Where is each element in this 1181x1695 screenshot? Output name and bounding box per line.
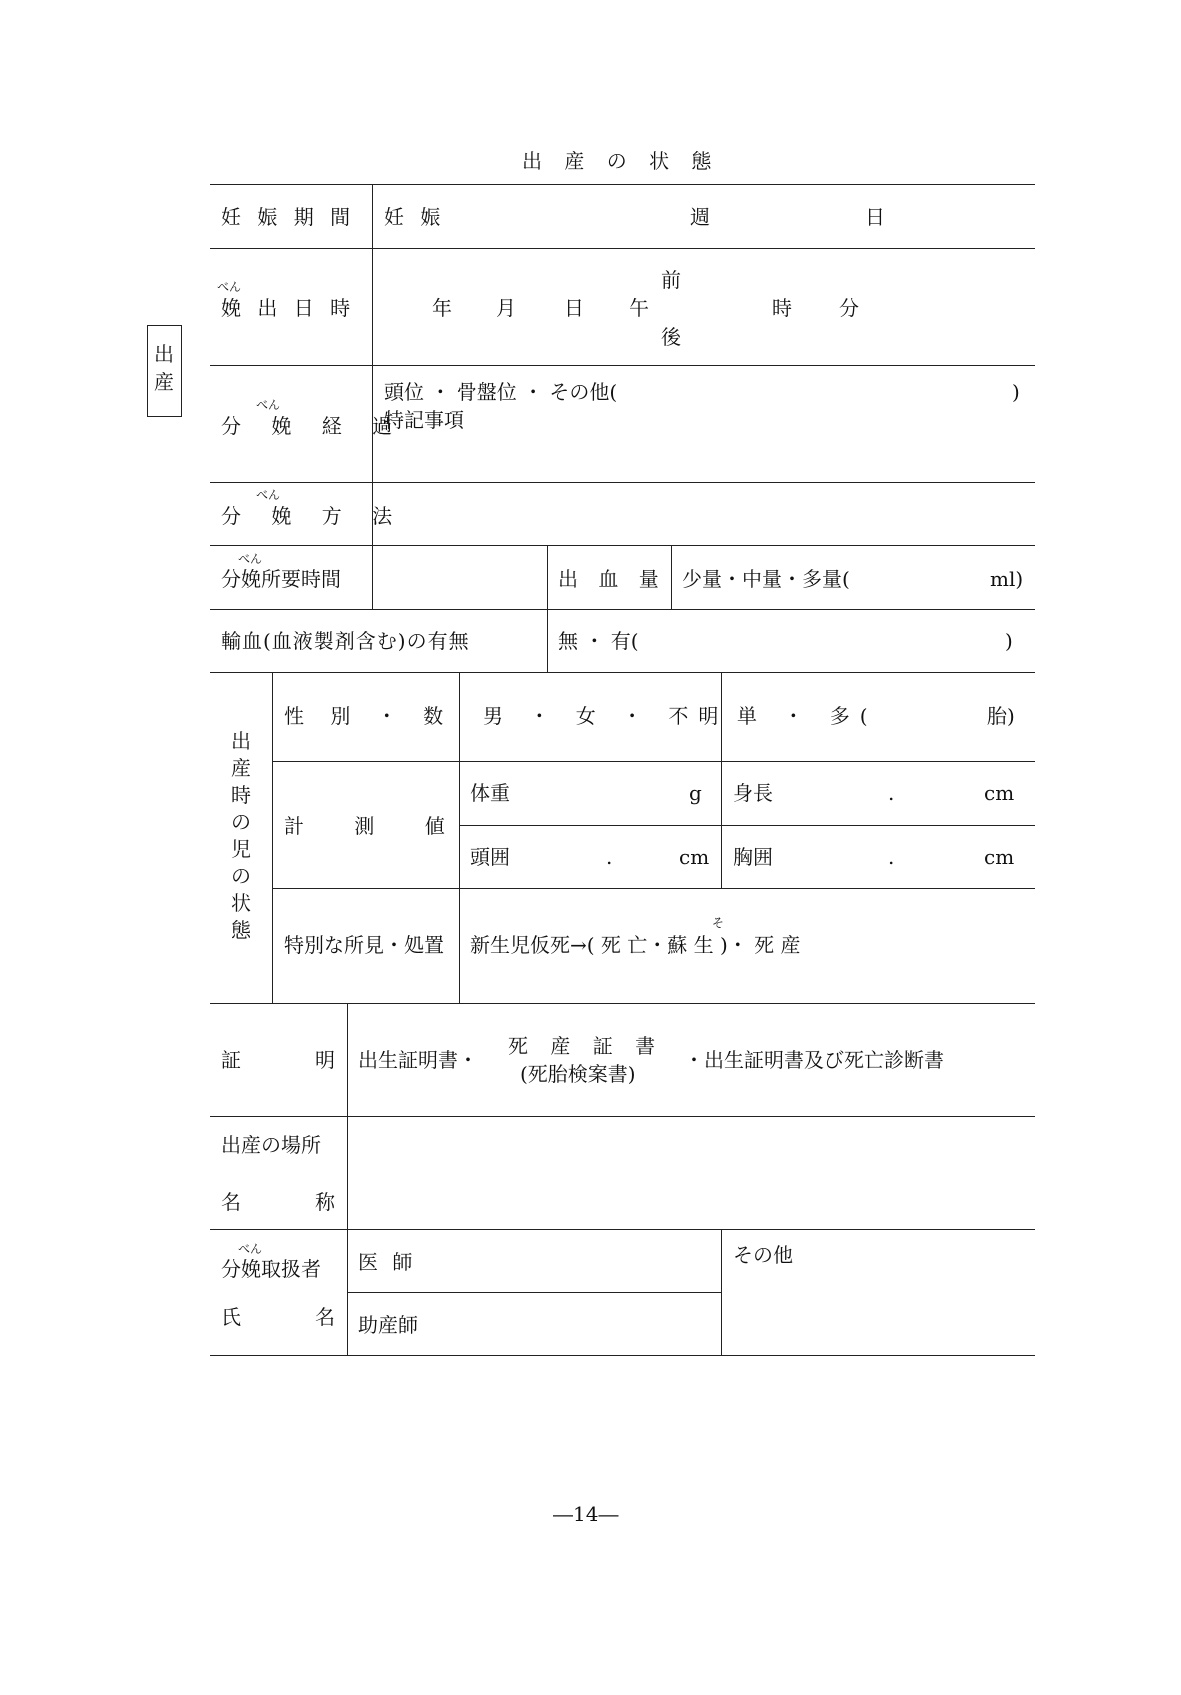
gestation-prefix: 妊 娠: [384, 205, 446, 229]
rule: [210, 1003, 1035, 1004]
sex-label: 性 別 ・ 数: [284, 704, 454, 728]
certificate-label-right: 明: [315, 1048, 335, 1072]
certificate-option-birth: 出生証明書・: [358, 1048, 478, 1072]
hour-label: 時: [772, 296, 792, 320]
delivery-course-label: 分 娩 経 過: [221, 414, 405, 438]
head-unit: cm: [679, 845, 710, 869]
chest-unit: cm: [984, 845, 1015, 869]
side-tab-char: 出: [154, 342, 174, 366]
gestation-day: 日: [865, 205, 885, 229]
attendant-name-right: 名: [315, 1305, 335, 1329]
certificate-option-stillbirth-sub: (死胎検案書): [520, 1062, 636, 1086]
noon-label: 午: [629, 296, 649, 320]
midwife-label: 助産師: [358, 1313, 418, 1337]
rule: [272, 672, 273, 1003]
height-label: 身長: [733, 781, 773, 805]
certificate-option-stillbirth: 死 産 証 書: [508, 1034, 664, 1058]
gestation-label: 妊 娠 期 間: [221, 205, 356, 229]
page-title: 出 産 の 状 態: [522, 149, 720, 173]
pm-label: 後: [661, 325, 681, 349]
count-unit: 胎): [987, 704, 1015, 728]
rule: [272, 761, 1035, 762]
bleeding-label: 出 血 量: [558, 567, 666, 591]
count-options: 単 ・ 多(: [737, 704, 878, 728]
am-label: 前: [661, 268, 681, 292]
transfusion-close: ): [1005, 629, 1013, 653]
attendant-label: 分娩取扱者: [221, 1257, 321, 1281]
rule: [721, 1229, 722, 1355]
rule: [671, 545, 672, 609]
delivery-duration-label: 分娩所要時間: [221, 567, 341, 591]
rule: [210, 1116, 1035, 1117]
ruby-ben: べん: [256, 398, 281, 412]
certificate-option-both: ・出生証明書及び死亡診断書: [684, 1048, 944, 1072]
gestation-week: 週: [690, 205, 710, 229]
other-label: その他: [733, 1243, 793, 1267]
rule: [210, 1229, 1035, 1230]
rule: [347, 1003, 348, 1355]
doctor-label: 医 師: [358, 1250, 417, 1274]
ruby-ben: べん: [238, 1242, 263, 1256]
infant-section-char: 状: [231, 891, 251, 915]
rule: [347, 1292, 721, 1293]
certificate-label-left: 証: [221, 1048, 241, 1072]
infant-section-char: 産: [231, 756, 251, 780]
rule: [210, 609, 1035, 610]
chest-dot: .: [888, 845, 895, 869]
weight-label: 体重: [470, 781, 510, 805]
transfusion-label: 輸血(血液製剤含む)の有無: [221, 629, 470, 653]
birthplace-name-right: 称: [315, 1190, 335, 1214]
bleeding-options: 少量・中量・多量(: [682, 567, 850, 591]
ruby-so: そ: [712, 916, 725, 930]
head-label: 頭囲: [470, 845, 510, 869]
rule: [459, 825, 1035, 826]
rule: [210, 184, 1035, 185]
rule: [210, 545, 1035, 546]
infant-section-char: の: [231, 810, 251, 834]
delivery-course-notes: 特記事項: [384, 408, 464, 432]
side-tab-char: 産: [154, 370, 174, 394]
findings-text: 新生児仮死→( 死 亡・蘇 生 )・ 死 産: [470, 933, 801, 957]
rule: [210, 672, 1035, 673]
birthplace-name-left: 名: [221, 1190, 241, 1214]
birthplace-label: 出産の場所: [221, 1133, 321, 1157]
rule: [210, 248, 1035, 249]
height-dot: .: [888, 781, 895, 805]
minute-label: 分: [839, 296, 859, 320]
transfusion-options: 無 ・ 有(: [558, 629, 639, 653]
infant-section-label: [229, 728, 253, 944]
sex-options: 男 ・ 女 ・ 不明: [483, 704, 729, 728]
height-unit: cm: [984, 781, 1015, 805]
infant-section-char: 児: [231, 837, 251, 861]
delivery-course-close: ): [1012, 380, 1020, 404]
side-tab: [147, 325, 182, 417]
rule: [210, 1355, 1035, 1356]
day-label: 日: [564, 296, 584, 320]
page-number: ―14―: [553, 1502, 619, 1526]
rule: [547, 545, 548, 672]
rule: [210, 482, 1035, 483]
head-dot: .: [606, 845, 613, 869]
chest-label: 胸囲: [733, 845, 773, 869]
delivery-datetime-label: 娩 出 日 時: [221, 296, 356, 320]
month-label: 月: [496, 296, 516, 320]
measure-label: 計 測 値: [284, 814, 467, 838]
rule: [272, 888, 1035, 889]
bleeding-unit: ml): [990, 567, 1024, 591]
infant-section-char: の: [231, 864, 251, 888]
infant-section-char: 態: [231, 918, 251, 942]
ruby-ben: べん: [238, 552, 263, 566]
rule: [210, 365, 1035, 366]
weight-unit: g: [689, 781, 702, 805]
infant-section-char: 出: [231, 729, 251, 753]
attendant-name-left: 氏: [221, 1305, 241, 1329]
year-label: 年: [432, 296, 452, 320]
rule: [372, 545, 373, 609]
findings-label: 特別な所見・処置: [284, 933, 444, 957]
ruby-ben: べん: [256, 488, 281, 502]
side-tab-label: [152, 340, 176, 396]
delivery-course-options: 頭位 ・ 骨盤位 ・ その他(: [384, 380, 618, 404]
infant-section-char: 時: [231, 783, 251, 807]
ruby-ben: べん: [217, 280, 242, 294]
rule: [372, 184, 373, 545]
delivery-method-label: 分 娩 方 法: [221, 504, 405, 528]
